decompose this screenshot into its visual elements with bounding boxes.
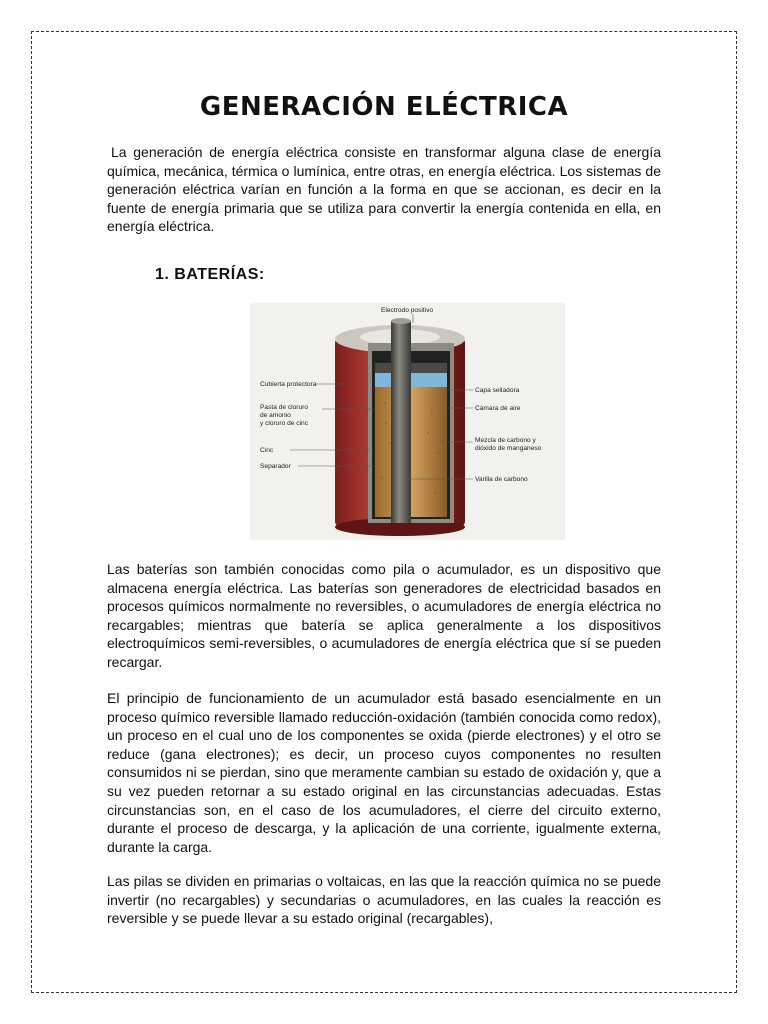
paragraph-principio: El principio de funcionamiento de un acumulador está basado esencialmente en un proceso químico reversible llamado reducción-oxidación (también conocida como redox), un proceso en el cual uno de los componentes se oxida (pierde electrones) y el otro se reduce (gana electrones); es decir, un proceso cuyos componentes no resulten consumidos ni se pierdan, sino que meramente cambian su estado de oxidación y, que a su vez pueden retornar a su estado original en las circunstancias adecuadas. Estas circunstancias son, en el caso de los acumuladores, el cierre del circuito externo, durante el proceso de descarga, y la aplicación de una corriente, igualmente externa, durante la carga. [107, 690, 661, 855]
battery-diagram [250, 303, 565, 540]
label-mix-1: Mezcla de carbono y [475, 437, 536, 444]
carbon-rod [391, 321, 411, 523]
label-paste-3: y cloruro de cinc [260, 420, 309, 427]
paragraph-pilas: Las pilas se dividen en primarias o voltaicas, en las que la reacción química no se puede invertir (no recargables) y secundarias o acumuladores, en las cuales la reacción es reversible y se puede llevar a su estado original (recargables), [107, 873, 661, 927]
battery-illustration [250, 303, 565, 540]
label-protective-cover: Cubierta protectora [260, 381, 317, 388]
label-carbon-rod: Varilla de carbono [475, 476, 528, 483]
label-paste-1: Pasta de cloruro [260, 404, 309, 411]
label-paste-2: de amonio [260, 412, 291, 419]
label-mix-2: dióxido de manganeso [475, 445, 542, 452]
label-sealing-layer: Capa selladora [475, 387, 520, 394]
label-separator: Separador [260, 463, 291, 470]
section-heading-baterias: 1. BATERÍAS: [155, 266, 265, 283]
intro-paragraph: La generación de energía eléctrica consiste en transformar alguna clase de energía química, mecánica, térmica o lumínica, entre otras, en energía eléctrica. Los sistemas de generación eléctrica varían en función a la forma en que se accionan, es decir en la fuente de energía primaria que se utiliza para convertir la energía contenida en ella, en energía eléctrica. [107, 144, 661, 235]
label-air-chamber: Cámara de aire [475, 405, 521, 412]
label-positive-electrode: Electrodo positivo [381, 307, 434, 314]
paragraph-baterias: Las baterías son también conocidas como pila o acumulador, es un dispositivo que almacena energía eléctrica. Las baterías son generadores de electricidad basados en procesos químicos normalmente no reversibles, o acumuladores de energía eléctrica no recargables; mientras que batería se aplica generalmente a los dispositivos electroquímicos semi-reversibles, o acumuladores de energía eléctrica que sí se pueden recargar. [107, 561, 661, 670]
label-zinc: Cinc [260, 447, 274, 454]
document-title: GENERACIÓN ELÉCTRICA [199, 92, 569, 122]
